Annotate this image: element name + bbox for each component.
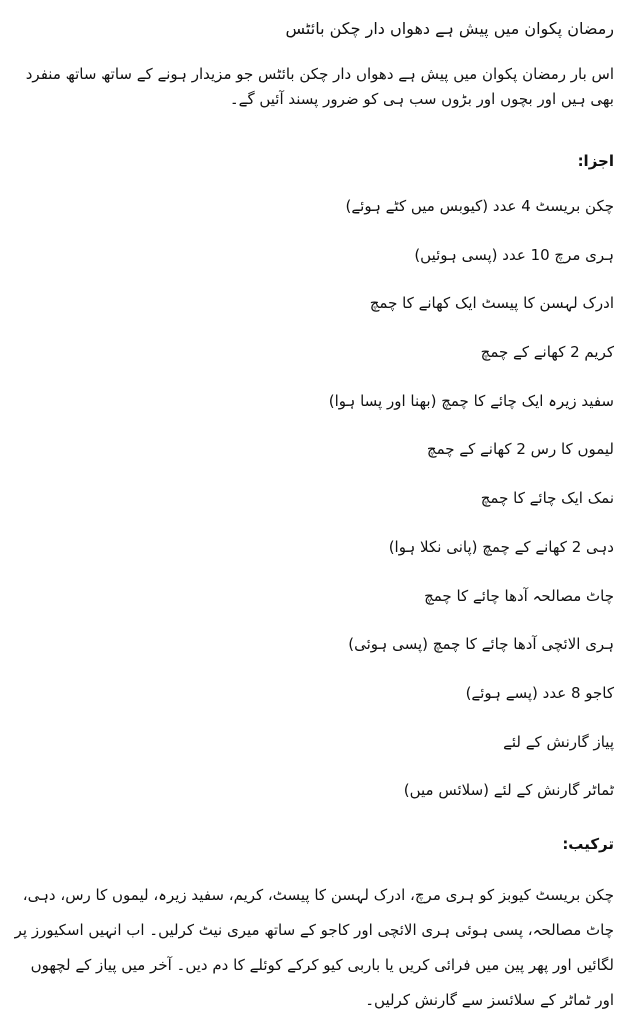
- ingredient-item: ادرک لہسن کا پیسٹ ایک کھانے کا چمچ: [369, 294, 614, 313]
- ingredient-item: چکن بریسٹ 4 عدد (کیوبس میں کٹے ہوئے): [345, 197, 614, 215]
- ingredient-item: چاٹ مصالحہ آدھا چائے کا چمچ: [424, 586, 614, 605]
- ingredient-item: ہری مرچ 10 عدد (پسی ہوئیں): [414, 245, 614, 264]
- page-title: رمضان پکوان میں پیش ہے دھواں دار چکن بائٹس: [285, 19, 614, 38]
- ingredient-item: کریم 2 کھانے کے چمچ: [480, 343, 614, 362]
- ingredient-item: دہی 2 کھانے کے چمچ (پانی نکلا ہوا): [388, 537, 614, 556]
- ingredient-item: لیموں کا رس 2 کھانے کے چمچ: [426, 440, 614, 459]
- method-heading: ترکیب:: [562, 835, 614, 853]
- ingredient-item: پیاز گارنش کے لئے: [503, 732, 614, 751]
- ingredient-item: نمک ایک چائے کا چمچ: [480, 489, 614, 508]
- method-paragraph: چکن بریسٹ کیوبز کو ہری مرچ، ادرک لہسن کا پیسٹ، کریم، سفید زیرہ، لیموں کا رس، دہی، چاٹ مصالحہ، پسی ہوئی ہری الائچی اور کاجو کے ساتھ میری نیٹ کرلیں۔ اب انہیں اسکیورز پر لگائیں اور پھر پین میں فرائی کریں یا باربی کیو کرکے کوئلے کا دم دیں۔ آخر میں پیاز کے لچھوں اور ٹماٹر کے سلائسز سے گارنش کرلیں۔: [14, 886, 614, 1009]
- ingredients-list: [329, 195, 614, 828]
- ingredients-heading: اجزا:: [577, 152, 614, 170]
- ingredient-item: سفید زیرہ ایک چائے کا چمچ (بھنا اور پسا ہوا): [328, 391, 614, 410]
- ingredient-item: ہری الائچی آدھا چائے کا چمچ (پسی ہوئی): [348, 635, 614, 654]
- intro-paragraph: اس بار رمضان پکوان میں پیش ہے دھواں دار چکن بائٹس جو مزیدار ہونے کے ساتھ ساتھ منفرد بھی ہیں اور بچوں اور بڑوں سب ہی کو ضرور پسند آئیں گے۔: [25, 65, 614, 108]
- ingredient-item: ٹماٹر گارنش کے لئے (سلائس میں): [403, 781, 614, 800]
- ingredient-item: کاجو 8 عدد (پسے ہوئے): [465, 683, 614, 702]
